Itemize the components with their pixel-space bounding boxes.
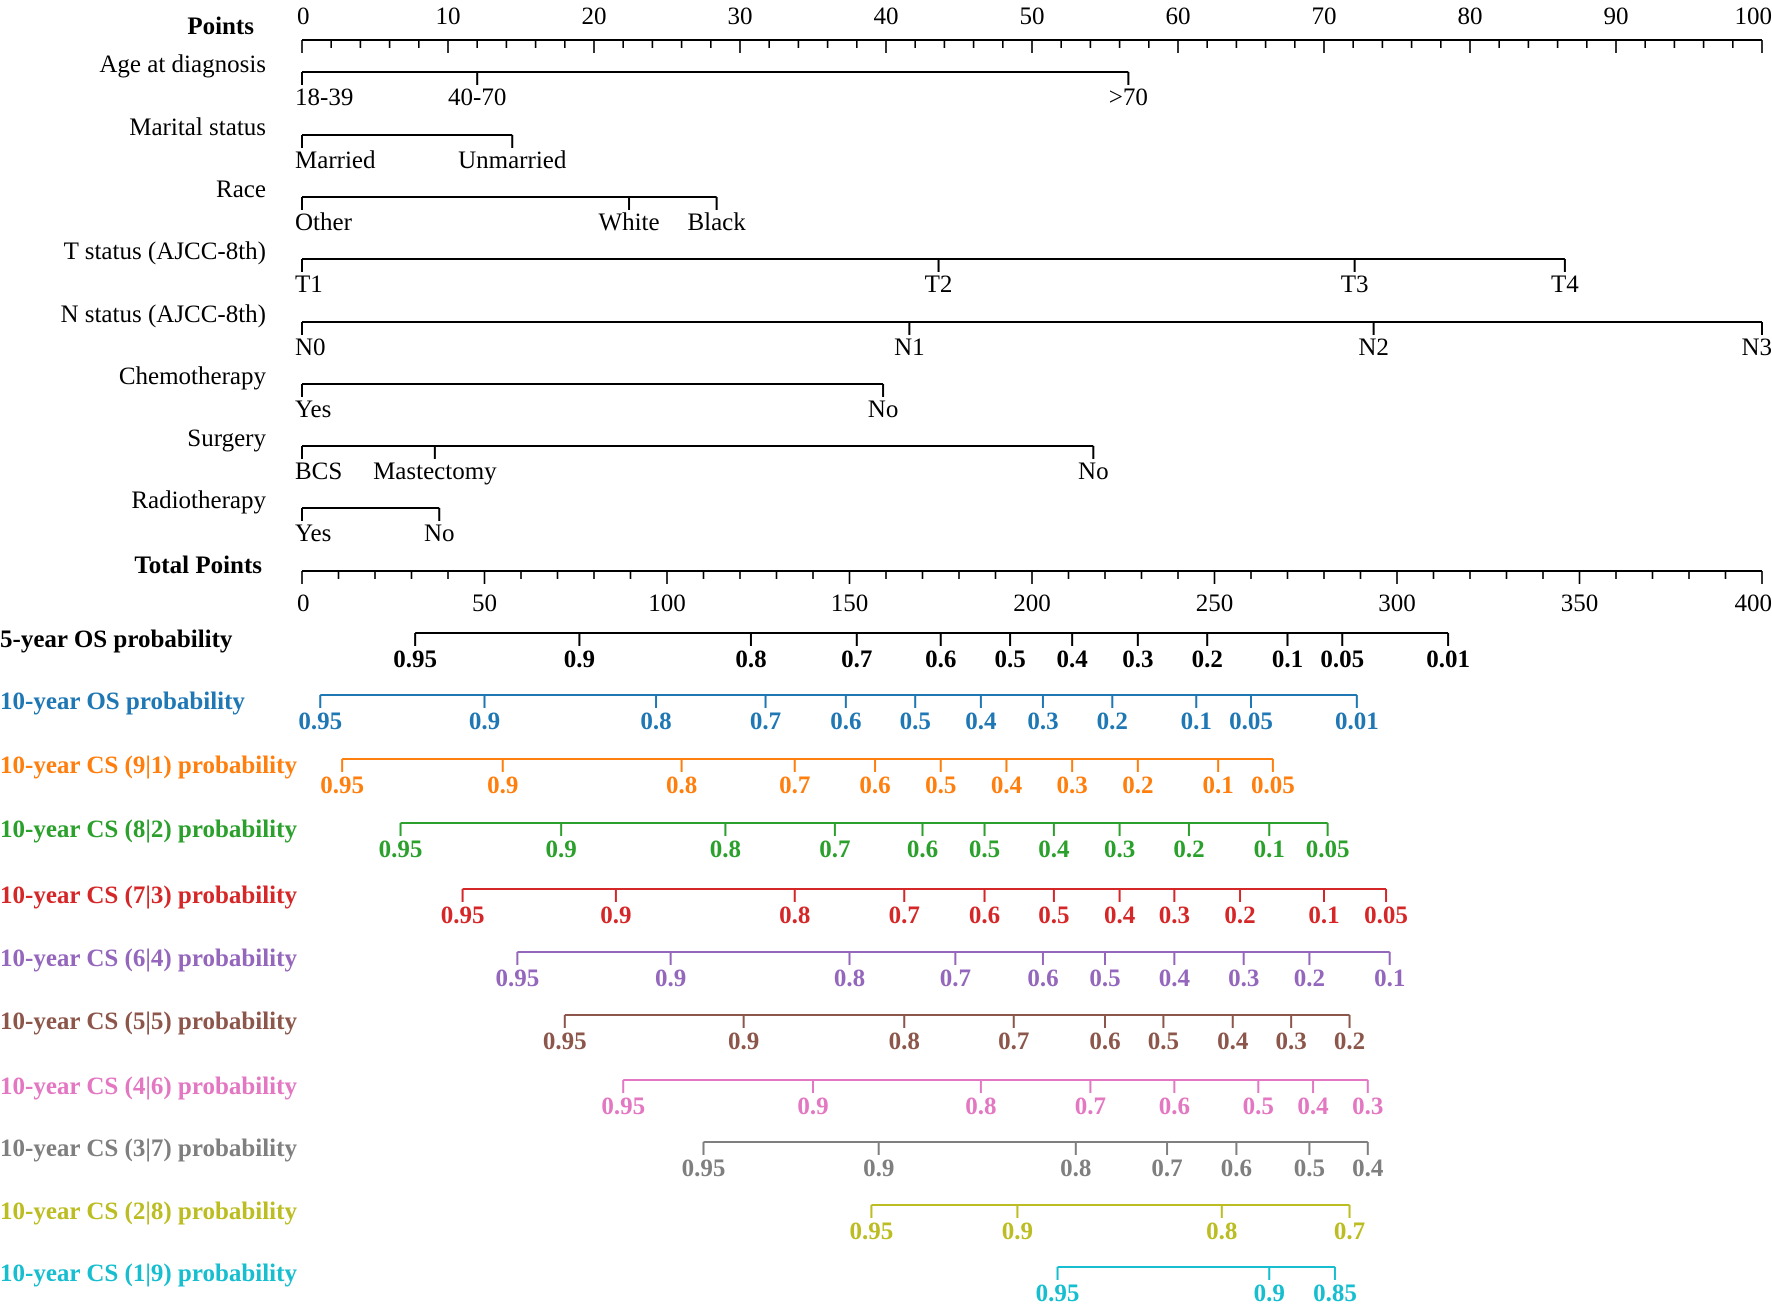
total-points-tick-label: 100 (648, 590, 686, 617)
probability-tick-label: 0.7 (1074, 1093, 1107, 1120)
probability-tick-label: 0.2 (1191, 646, 1223, 673)
points-axis-tick-label: 100 (1734, 3, 1772, 30)
probability-tick-label: 0.9 (728, 1028, 760, 1055)
points-axis-tick-label: 20 (581, 3, 607, 30)
probability-scale-label: 10-year CS (4|6) probability (0, 1073, 297, 1100)
variable-level-label: 40-70 (448, 84, 507, 111)
probability-tick-label: 0.05 (1251, 772, 1295, 799)
points-axis-tick-label: 90 (1603, 3, 1629, 30)
variable-level-label: T4 (1551, 271, 1579, 298)
probability-tick-label: 0.95 (495, 965, 540, 992)
probability-tick-label: 0.4 (965, 708, 997, 735)
probability-tick-label: 0.5 (1089, 965, 1121, 992)
probability-tick-label: 0.6 (1220, 1155, 1253, 1182)
probability-tick-label: 0.5 (1038, 902, 1070, 929)
probability-tick-label: 0.01 (1334, 708, 1379, 735)
probability-tick-label: 0.5 (1147, 1028, 1180, 1055)
probability-tick-label: 0.5 (925, 772, 957, 799)
variable-level-label: Black (687, 209, 746, 236)
probability-tick-label: 0.4 (990, 772, 1023, 799)
probability-tick-label: 0.4 (1056, 646, 1088, 673)
probability-tick-label: 0.4 (1158, 965, 1190, 992)
variable-level-label: No (867, 396, 899, 423)
probability-tick-label: 0.95 (1035, 1280, 1080, 1304)
total-points-tick-label: 350 (1560, 590, 1599, 617)
probability-tick-label: 0.7 (888, 902, 920, 929)
points-axis-tick-label: 70 (1311, 3, 1337, 30)
variable-label: Radiotherapy (131, 487, 266, 514)
variable-level-label: Other (295, 209, 352, 236)
probability-tick-label: 0.7 (779, 772, 811, 799)
probability-tick-label: 0.7 (819, 836, 851, 863)
probability-tick-label: 0.6 (830, 708, 862, 735)
probability-tick-label: 0.9 (545, 836, 577, 863)
probability-tick-label: 0.9 (1253, 1280, 1285, 1304)
probability-tick-label: 0.5 (1242, 1093, 1274, 1120)
probability-tick-label: 0.05 (1305, 836, 1350, 863)
probability-tick-label: 0.95 (298, 708, 343, 735)
variable-level-label: No (423, 520, 455, 547)
variable-level-label: N3 (1741, 334, 1772, 361)
probability-tick-label: 0.4 (1352, 1155, 1384, 1182)
probability-tick-label: 0.4 (1103, 902, 1136, 929)
probability-tick-label: 0.4 (1217, 1028, 1249, 1055)
probability-scale-label: 10-year CS (7|3) probability (0, 882, 297, 909)
probability-tick-label: 0.8 (965, 1093, 997, 1120)
probability-tick-label: 0.5 (1293, 1155, 1326, 1182)
probability-tick-label: 0.3 (1122, 646, 1154, 673)
variable-level-label: No (1078, 458, 1109, 485)
total-points-tick-label: 200 (1013, 590, 1051, 617)
probability-tick-label: 0.8 (833, 965, 866, 992)
probability-tick-label: 0.6 (1089, 1028, 1121, 1055)
points-axis-tick-label: 10 (435, 3, 461, 30)
probability-tick-label: 0.8 (665, 772, 698, 799)
probability-tick-label: 0.7 (1333, 1218, 1366, 1245)
probability-tick-label: 0.2 (1096, 708, 1128, 735)
probability-tick-label: 0.1 (1271, 646, 1304, 673)
probability-tick-label: 0.3 (1228, 965, 1260, 992)
variable-level-label: >70 (1108, 84, 1148, 111)
probability-tick-label: 0.05 (1364, 902, 1408, 929)
probability-tick-label: 0.9 (797, 1093, 829, 1120)
probability-tick-label: 0.95 (320, 772, 365, 799)
variable-label: N status (AJCC-8th) (60, 301, 266, 328)
total-points-tick-label: 50 (472, 590, 497, 617)
probability-tick-label: 0.1 (1374, 965, 1406, 992)
probability-tick-label: 0.8 (1206, 1218, 1238, 1245)
probability-tick-label: 0.8 (735, 646, 767, 673)
probability-tick-label: 0.95 (393, 646, 438, 673)
probability-scale-label: 10-year CS (3|7) probability (0, 1135, 297, 1162)
probability-scale-label: 10-year CS (6|4) probability (0, 945, 297, 972)
probability-tick-label: 0.1 (1180, 708, 1212, 735)
probability-tick-label: 0.1 (1308, 902, 1340, 929)
variable-level-label: BCS (295, 458, 343, 485)
probability-tick-label: 0.2 (1333, 1028, 1366, 1055)
variable-label: Race (216, 176, 266, 203)
probability-tick-label: 0.95 (849, 1218, 894, 1245)
probability-tick-label: 0.8 (888, 1028, 920, 1055)
probability-tick-label: 0.1 (1202, 772, 1234, 799)
probability-tick-label: 0.05 (1320, 646, 1365, 673)
probability-tick-label: 0.9 (468, 708, 501, 735)
probability-tick-label: 0.3 (1027, 708, 1059, 735)
variable-level-label: Yes (295, 396, 332, 423)
variable-level-label: Unmarried (458, 147, 567, 174)
probability-tick-label: 0.6 (925, 646, 957, 673)
probability-tick-label: 0.5 (899, 708, 931, 735)
probability-scale-label: 10-year CS (5|5) probability (0, 1008, 297, 1035)
probability-tick-label: 0.8 (709, 836, 742, 863)
variable-label: T status (AJCC-8th) (63, 238, 266, 265)
probability-tick-label: 0.01 (1426, 646, 1470, 673)
probability-tick-label: 0.2 (1122, 772, 1154, 799)
variable-label: Surgery (187, 425, 266, 452)
probability-tick-label: 0.6 (859, 772, 891, 799)
probability-tick-label: 0.5 (994, 646, 1026, 673)
probability-tick-label: 0.3 (1275, 1028, 1307, 1055)
points-axis-tick-label: 50 (1019, 3, 1045, 30)
probability-scale-label: 10-year CS (9|1) probability (0, 752, 297, 779)
variable-level-label: N2 (1358, 334, 1389, 361)
points-axis-tick-label: 80 (1457, 3, 1483, 30)
variable-level-label: White (598, 209, 660, 236)
probability-tick-label: 0.6 (1158, 1093, 1190, 1120)
probability-tick-label: 0.3 (1056, 772, 1088, 799)
probability-tick-label: 0.7 (841, 646, 873, 673)
variable-level-label: Yes (295, 520, 332, 547)
probability-tick-label: 0.5 (968, 836, 1001, 863)
probability-tick-label: 0.6 (906, 836, 939, 863)
points-axis-tick-label: 60 (1165, 3, 1191, 30)
variable-label: Marital status (129, 114, 266, 141)
variable-label: Chemotherapy (118, 363, 266, 390)
probability-tick-label: 0.9 (863, 1155, 895, 1182)
variable-level-label: T3 (1340, 271, 1369, 298)
variable-level-label: N1 (894, 334, 925, 361)
points-axis-tick-label: 30 (727, 3, 753, 30)
probability-scale-label: 5-year OS probability (0, 626, 233, 653)
probability-tick-label: 0.05 (1229, 708, 1273, 735)
probability-tick-label: 0.8 (779, 902, 811, 929)
probability-tick-label: 0.3 (1103, 836, 1136, 863)
probability-tick-label: 0.95 (542, 1028, 587, 1055)
probability-scale-label: 10-year CS (1|9) probability (0, 1260, 297, 1287)
probability-tick-label: 0.9 (563, 646, 596, 673)
probability-tick-label: 0.7 (749, 708, 782, 735)
variable-level-label: N0 (295, 334, 326, 361)
total-points-tick-label: 150 (830, 590, 869, 617)
probability-tick-label: 0.7 (939, 965, 971, 992)
points-axis-title: Points (187, 13, 254, 40)
probability-tick-label: 0.9 (600, 902, 632, 929)
probability-tick-label: 0.4 (1297, 1093, 1329, 1120)
probability-tick-label: 0.6 (968, 902, 1001, 929)
variable-level-label: T2 (924, 271, 953, 298)
total-points-tick-label: 250 (1195, 590, 1234, 617)
probability-tick-label: 0.3 (1352, 1093, 1384, 1120)
probability-scale-label: 10-year OS probability (0, 688, 245, 715)
points-axis-tick-label: 40 (873, 3, 899, 30)
points-axis-tick-label: 0 (297, 3, 310, 30)
probability-tick-label: 0.2 (1293, 965, 1326, 992)
probability-tick-label: 0.95 (378, 836, 423, 863)
probability-tick-label: 0.1 (1253, 836, 1285, 863)
variable-label: Age at diagnosis (99, 51, 266, 78)
probability-tick-label: 0.95 (440, 902, 485, 929)
probability-tick-label: 0.85 (1313, 1280, 1357, 1304)
probability-tick-label: 0.9 (1001, 1218, 1034, 1245)
variable-level-label: 18-39 (295, 84, 354, 111)
probability-tick-label: 0.8 (640, 708, 672, 735)
probability-tick-label: 0.2 (1224, 902, 1256, 929)
probability-scale-label: 10-year CS (2|8) probability (0, 1198, 297, 1225)
probability-scale-label: 10-year CS (8|2) probability (0, 816, 297, 843)
probability-tick-label: 0.3 (1158, 902, 1190, 929)
probability-tick-label: 0.95 (681, 1155, 726, 1182)
probability-tick-label: 0.7 (998, 1028, 1030, 1055)
total-points-tick-label: 0 (297, 590, 310, 617)
total-points-axis-title: Total Points (134, 552, 262, 579)
variable-level-label: Mastectomy (373, 458, 497, 485)
probability-tick-label: 0.9 (655, 965, 687, 992)
probability-tick-label: 0.4 (1038, 836, 1070, 863)
probability-tick-label: 0.9 (487, 772, 519, 799)
variable-level-label: Married (295, 147, 376, 174)
probability-tick-label: 0.8 (1060, 1155, 1092, 1182)
probability-tick-label: 0.2 (1173, 836, 1205, 863)
probability-tick-label: 0.95 (601, 1093, 646, 1120)
total-points-tick-label: 300 (1378, 590, 1416, 617)
probability-tick-label: 0.6 (1027, 965, 1059, 992)
total-points-tick-label: 400 (1734, 590, 1772, 617)
variable-level-label: T1 (295, 271, 323, 298)
probability-tick-label: 0.7 (1151, 1155, 1183, 1182)
